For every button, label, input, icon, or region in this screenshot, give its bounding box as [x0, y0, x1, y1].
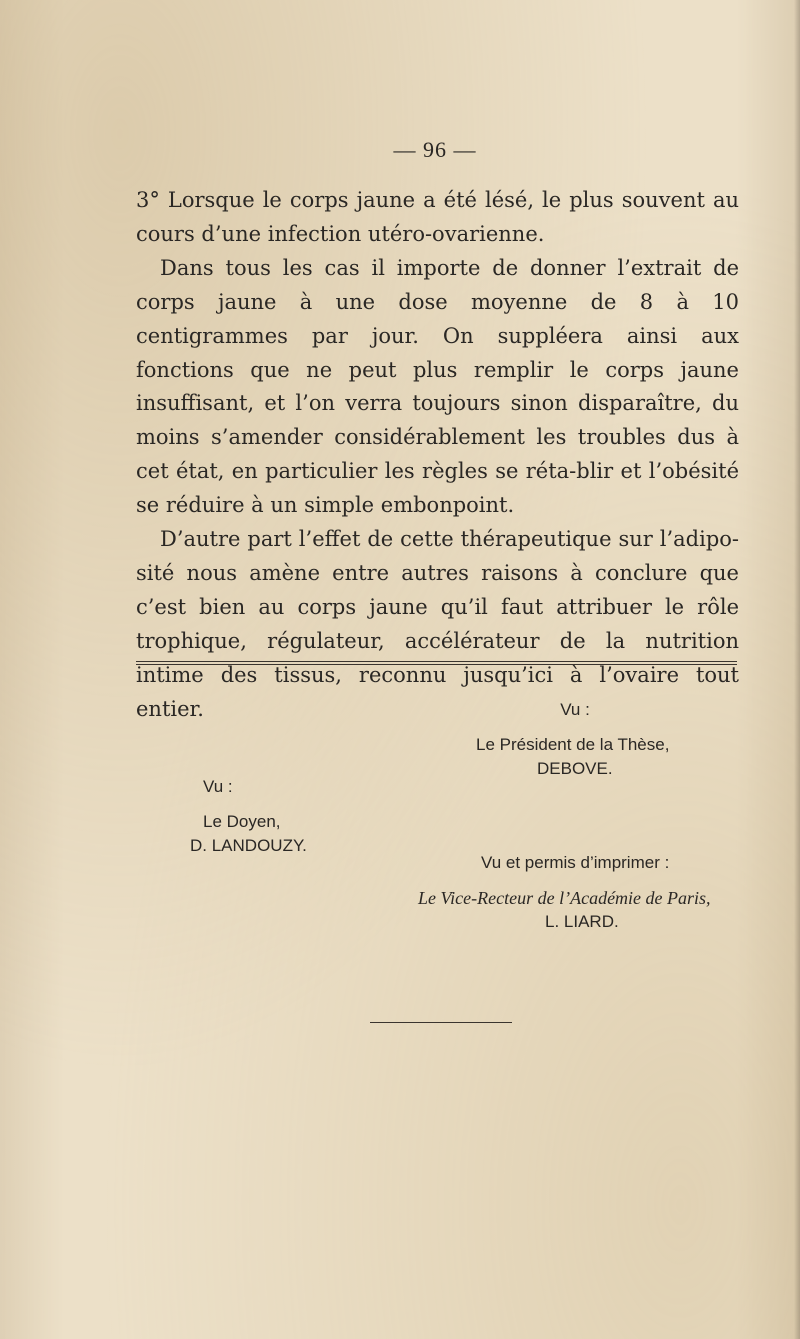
- doyen-vu: Vu :: [203, 777, 233, 796]
- president-title: Le Président de la Thèse,: [476, 735, 670, 754]
- body-text: [136, 184, 739, 727]
- permis-name: L. LIARD.: [545, 912, 619, 931]
- permis-line: Vu et permis d’imprimer :: [481, 853, 670, 872]
- president-vu: Vu :: [560, 700, 590, 719]
- doyen-name: D. LANDOUZY.: [190, 836, 307, 855]
- page-number: — 96 —: [393, 137, 477, 162]
- president-name: DEBOVE.: [537, 759, 613, 778]
- page-edge-shadow: [794, 0, 800, 1339]
- paragraph-1: 3° Lorsque le corps jaune a été lésé, le plus souvent au cours d’une infection utéro-ovarienne.: [136, 188, 739, 246]
- paragraph-3: D’autre part l’effet de cette thérapeutique sur l’adipo-sité nous amène entre autres raisons à conclure que c’est bien au corps jaune qu’il faut attribuer le rôle trophique, régulateur, accélérateur de la nutrition intime des tissus, reconnu jusqu’ici à l’ovaire tout entier.: [136, 527, 739, 721]
- separator-rule-bottom: [370, 1022, 512, 1023]
- separator-rule-top: [136, 661, 737, 665]
- doyen-title: Le Doyen,: [203, 812, 281, 831]
- paragraph-2: Dans tous les cas il importe de donner l’extrait de corps jaune à une dose moyenne de 8 à 10 centigrammes par jour. On suppléera ainsi aux fonctions que ne peut plus remplir le corps jaune insuffisant, et l’on verra toujours sinon disparaître, du moins s’amender considérablement les troubles dus à cet état, en particulier les règles se réta-blir et l’obésité se réduire à un simple embonpoint.: [136, 255, 739, 518]
- permis-title: Le Vice-Recteur de l’Académie de Paris,: [418, 888, 711, 908]
